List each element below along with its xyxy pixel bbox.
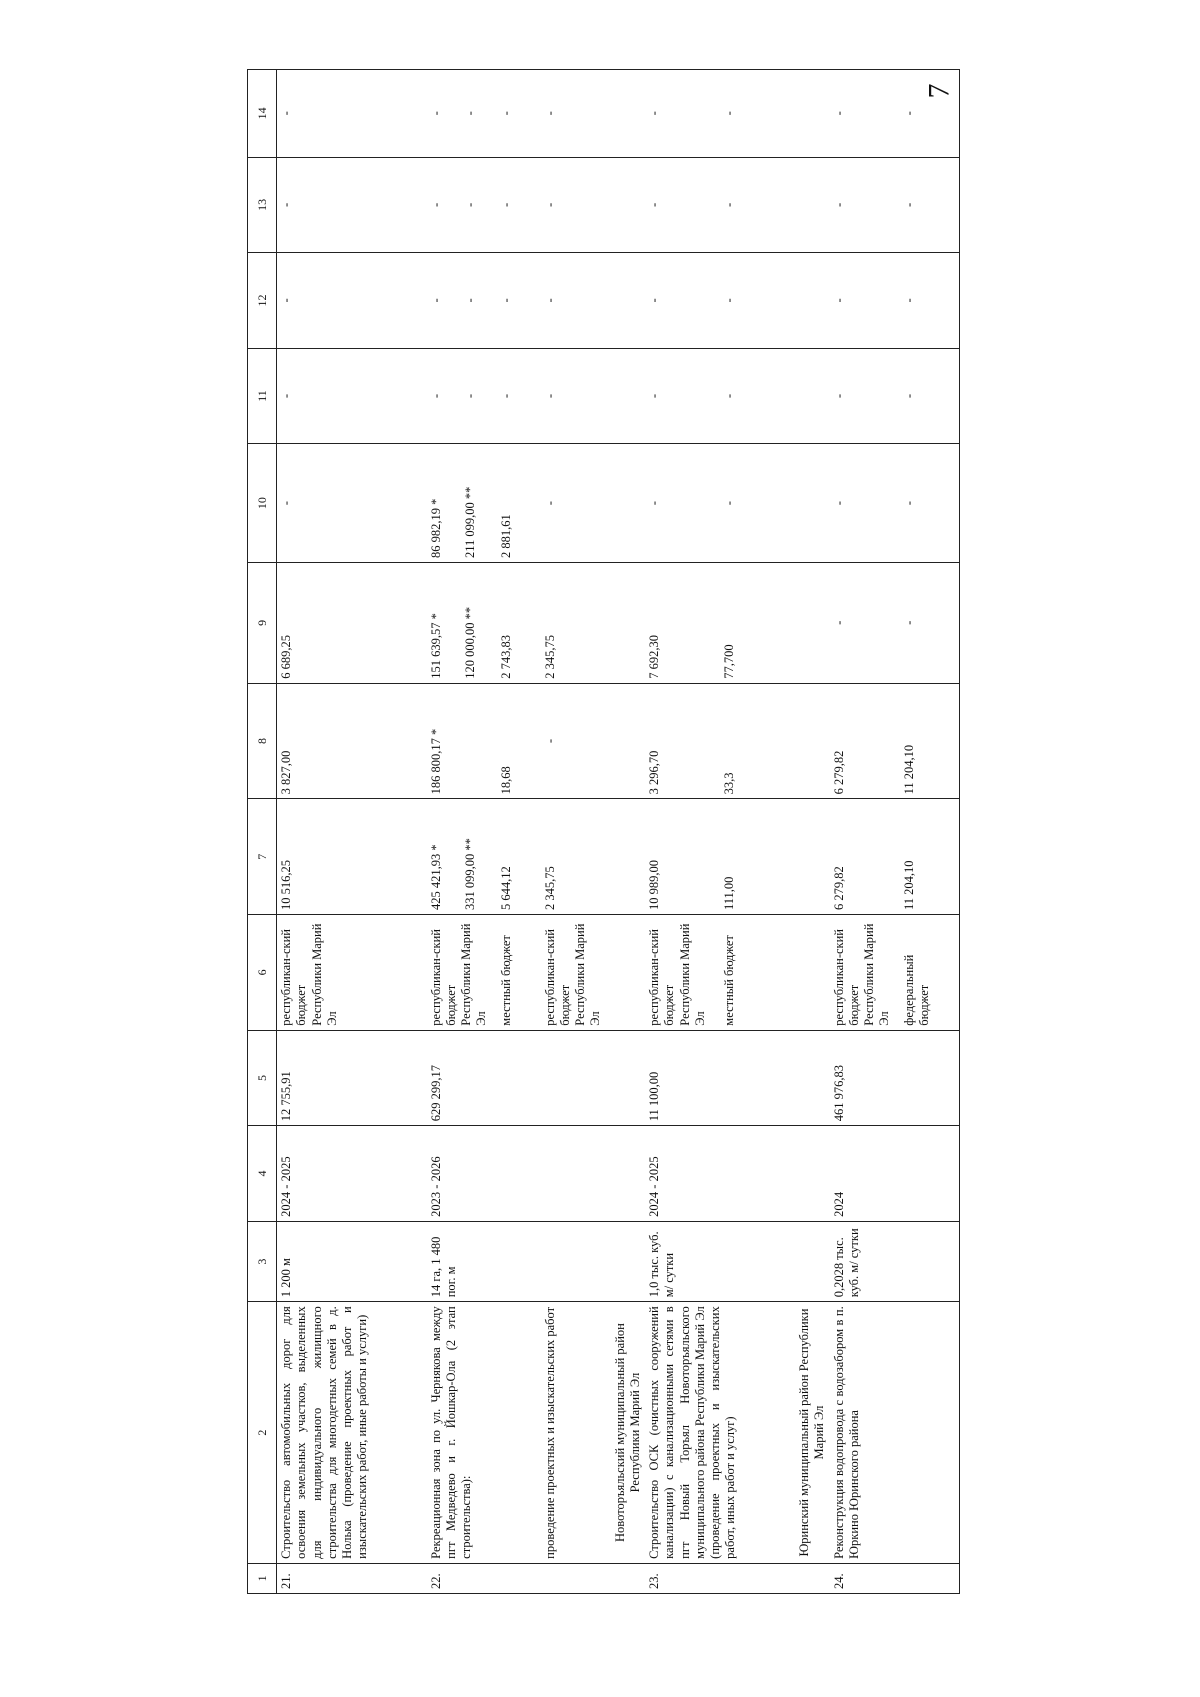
row-number: 23. — [645, 1563, 720, 1593]
value-col10: - — [541, 444, 611, 563]
header-row — [248, 70, 277, 1594]
value-col11: - — [900, 348, 960, 444]
table-row-22-local — [497, 70, 541, 1594]
value-col10: - — [720, 444, 795, 563]
value-col12: - — [645, 253, 720, 349]
total-cost: 629 299,17 — [427, 1030, 497, 1126]
section-row-yurinsky — [795, 70, 830, 1594]
object-name: Реконструкция водопровода с водозабором в п. Юркино Юринского района — [830, 1302, 900, 1564]
value-col13: - — [541, 157, 611, 253]
value-col11: - — [497, 348, 541, 444]
value-col10: - — [830, 444, 900, 563]
funding-source: республикан-ский бюджет Республики Марий Эл — [277, 915, 427, 1031]
capacity: 14 га, 1 480 пог. м — [427, 1221, 497, 1301]
value-col11: - — [720, 348, 795, 444]
value-col12: - — [277, 253, 427, 349]
col-header-12: 12 — [248, 253, 277, 349]
value-col13: - — [277, 157, 427, 253]
table-row-21 — [277, 70, 427, 1594]
value-col11: - — [277, 348, 427, 444]
col-header-4: 4 — [248, 1126, 277, 1222]
value-col8: 6 279,82 — [830, 683, 900, 799]
value-col13: - — [830, 157, 900, 253]
value-col13: - - — [427, 157, 497, 253]
value-col11: - - — [427, 348, 497, 444]
value-col11: - — [830, 348, 900, 444]
value-col10: - — [645, 444, 720, 563]
table-row-22 — [427, 70, 497, 1594]
total-cost: 12 755,91 — [277, 1030, 427, 1126]
value-col14: - — [645, 70, 720, 158]
value-col12: - — [830, 253, 900, 349]
capacity: 1,0 тыс. куб. м/ сутки — [645, 1221, 720, 1301]
value-col11: - — [541, 348, 611, 444]
value-col13: - — [497, 157, 541, 253]
value-col14: - — [277, 70, 427, 158]
period: 2024 - 2025 — [645, 1126, 720, 1222]
section-title: Новоторъяльский муниципальный район Республики Марий Эл — [611, 1302, 646, 1564]
value-col8: 3 296,70 — [645, 683, 720, 799]
col-header-3: 3 — [248, 1221, 277, 1301]
value-col12: - — [720, 253, 795, 349]
object-name: Строительство ОСК (очистных сооружений канализации) с канализационными сетями в пгт Новый Торъял Новоторъяльского муниципального района Республики Марий Эл (проведение проектных и изыскательских работ, иных работ и услуг) — [645, 1302, 795, 1564]
capacity: 0,2028 тыс. куб. м/ сутки — [830, 1221, 900, 1301]
funding-source: республикан-ский бюджет Республики Марий Эл — [830, 915, 900, 1031]
col-header-14: 14 — [248, 70, 277, 158]
value-col10: - — [277, 444, 427, 563]
col-header-8: 8 — [248, 683, 277, 799]
value-col10: 86 982,19 * 211 099,00 ** — [427, 444, 497, 563]
value-col14: - — [541, 70, 611, 158]
value-col8: 11 204,10 — [900, 683, 960, 799]
value-col12: - — [900, 253, 960, 349]
col-header-10: 10 — [248, 444, 277, 563]
section-row-novotoryalsky — [611, 70, 646, 1594]
value-col14: - — [830, 70, 900, 158]
funding-source: республикан-ский бюджет Республики Марий Эл — [645, 915, 720, 1031]
col-header-2: 2 — [248, 1302, 277, 1564]
value-col13: - — [720, 157, 795, 253]
col-header-7: 7 — [248, 799, 277, 915]
value-col7: 10 989,00 — [645, 799, 720, 915]
value-col14: - - — [427, 70, 497, 158]
value-col8: 18,68 — [497, 683, 541, 799]
value-col8: 186 800,17 * — [427, 683, 497, 799]
object-name: Рекреационная зона по ул. Чернякова между пгт Медведево и г. Йошкар-Ола (2 этап строительства): — [427, 1302, 497, 1564]
funding-source: республикан-ский бюджет Республики Марий Эл — [427, 915, 497, 1031]
row-number: 24. — [830, 1563, 900, 1593]
row-number: 22. — [427, 1563, 497, 1593]
value-col7: 10 516,25 — [277, 799, 427, 915]
value-col12: - - — [427, 253, 497, 349]
value-col7: 2 345,75 — [541, 799, 611, 915]
table-row-23 — [645, 70, 720, 1594]
funding-source: республикан-ский бюджет Республики Марий Эл — [541, 915, 611, 1031]
value-col10: - — [900, 444, 960, 563]
object-name: проведение проектных и изыскательских работ — [541, 1302, 611, 1564]
value-col14: - — [900, 70, 960, 158]
value-col9: - — [900, 562, 960, 683]
funding-source: местный бюджет — [720, 915, 795, 1031]
value-col13: - — [645, 157, 720, 253]
table-row-22-design — [541, 70, 611, 1594]
value-col7: 5 644,12 — [497, 799, 541, 915]
value-col9: 7 692,30 — [645, 562, 720, 683]
value-col7: 11 204,10 — [900, 799, 960, 915]
rotated-table-frame — [247, 69, 1037, 1594]
funding-source: местный бюджет — [497, 915, 541, 1031]
period: 2023 - 2026 — [427, 1126, 497, 1222]
value-col8: 3 827,00 — [277, 683, 427, 799]
funding-source: федеральный бюджет — [900, 915, 960, 1031]
total-cost: 11 100,00 — [645, 1030, 720, 1126]
value-col7: 111,00 — [720, 799, 795, 915]
value-col8: - — [541, 683, 611, 799]
value-col9: - — [830, 562, 900, 683]
value-col8: 33,3 — [720, 683, 795, 799]
investment-table — [247, 69, 960, 1594]
value-col9: 2 345,75 — [541, 562, 611, 683]
value-col9: 77,700 — [720, 562, 795, 683]
value-col9: 2 743,83 — [497, 562, 541, 683]
col-header-1: 1 — [248, 1563, 277, 1593]
section-title: Юринский муниципальный район Республики Марий Эл — [795, 1302, 830, 1564]
table-row-24-federal — [900, 70, 960, 1594]
col-header-13: 13 — [248, 157, 277, 253]
period: 2024 - 2025 — [277, 1126, 427, 1222]
total-cost: 461 976,83 — [830, 1030, 900, 1126]
value-col10: 2 881,61 — [497, 444, 541, 563]
page-number: 7 — [922, 83, 956, 99]
object-name: Строительство автомобильных дорог для освоения земельных участков, выделенных для индивидуального жилищного строительства для многодетных семей в д. Нолька (проведение проектных работ и изыскательских работ, иные работы и услуги) — [277, 1302, 427, 1564]
value-col11: - — [645, 348, 720, 444]
value-col14: - — [497, 70, 541, 158]
value-col7: 6 279,82 — [830, 799, 900, 915]
capacity: 1 200 м — [277, 1221, 427, 1301]
period: 2024 — [830, 1126, 900, 1222]
col-header-6: 6 — [248, 915, 277, 1031]
col-header-9: 9 — [248, 562, 277, 683]
row-number: 21. — [277, 1563, 427, 1593]
value-col14: - — [720, 70, 795, 158]
value-col12: - — [497, 253, 541, 349]
col-header-5: 5 — [248, 1030, 277, 1126]
value-col9: 6 689,25 — [277, 562, 427, 683]
value-col7: 425 421,93 * 331 099,00 ** — [427, 799, 497, 915]
col-header-11: 11 — [248, 348, 277, 444]
value-col13: - — [900, 157, 960, 253]
value-col12: - — [541, 253, 611, 349]
table-row-24 — [830, 70, 900, 1594]
value-col9: 151 639,57 * 120 000,00 ** — [427, 562, 497, 683]
